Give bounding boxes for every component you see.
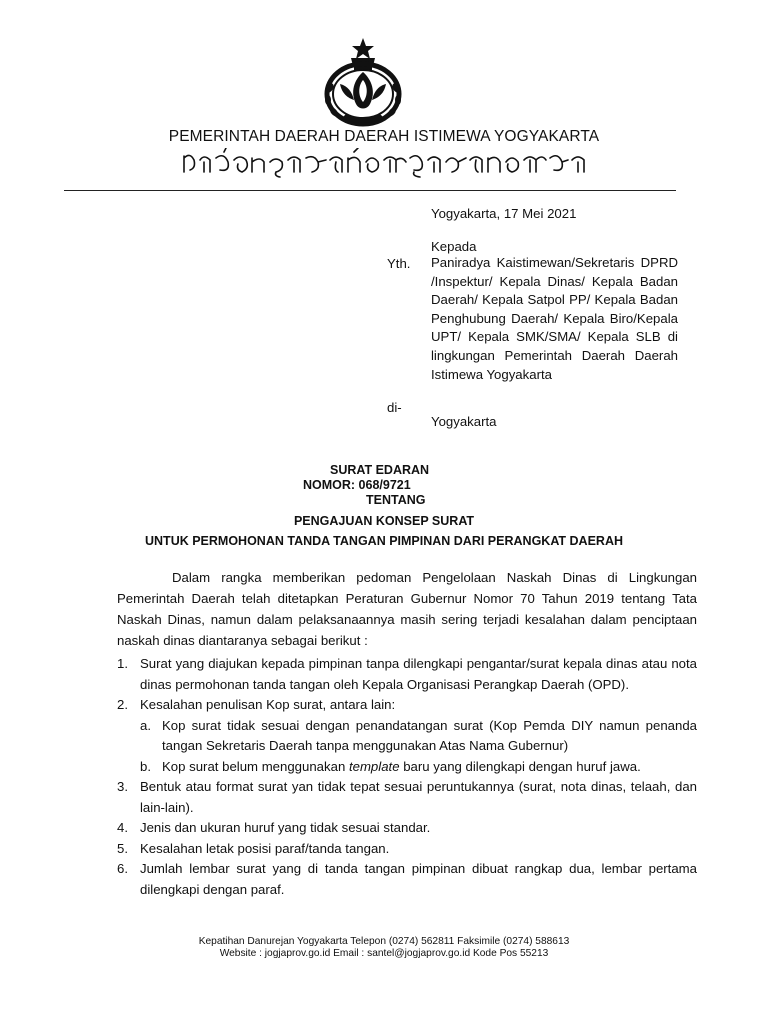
intro-paragraph xyxy=(117,567,697,651)
footer-address: Kepatihan Danurejan Yogyakarta Telepon (0274) 562811 Faksimile (0274) 588613 xyxy=(198,936,570,947)
document-number: NOMOR: 068/9721 xyxy=(303,478,411,492)
sub-list-text-after: baru yang dilengkapi dengan huruf jawa. xyxy=(399,758,641,774)
list-item xyxy=(117,654,697,695)
list-item xyxy=(117,818,697,839)
list-item xyxy=(117,695,697,716)
javanese-script-line xyxy=(180,148,590,178)
subject-line-1: PENGAJUAN KONSEP SURAT xyxy=(293,514,475,528)
list-number: 5. xyxy=(117,840,128,856)
sub-list-letter: b. xyxy=(140,758,151,774)
sub-list-text-before: Kop surat belum menggunakan xyxy=(162,758,349,774)
list-text: Surat yang diajukan kepada pimpinan tanpa dilengkapi pengantar/surat kepala dinas atau nota dinas permohonan tanda tangan oleh Kepala Organisasi Perangkap Daerah (OPD). xyxy=(140,656,697,692)
place-date: Yogyakarta, 17 Mei 2021 xyxy=(431,206,577,221)
sub-list-text: Kop surat tidak sesuai dengan penandatangan surat (Kop Pemda DIY namun penanda tangan Sekretaris Daerah tanpa menggunakan Atas Nama Gubernur) xyxy=(162,717,697,753)
kepada-label: Kepada xyxy=(431,239,477,254)
issues-list xyxy=(117,654,697,900)
sub-list-item xyxy=(117,716,697,757)
diy-coat-of-arms-icon xyxy=(318,36,408,128)
subject-line-2: UNTUK PERMOHONAN TANDA TANGAN PIMPINAN DARI PERANGKAT DAERAH xyxy=(145,534,623,548)
tentang-label: TENTANG xyxy=(366,493,426,507)
list-number: 2. xyxy=(117,697,128,712)
list-text: Jenis dan ukuran huruf yang tidak sesuai standar. xyxy=(140,820,431,835)
list-number: 1. xyxy=(117,656,128,671)
list-item xyxy=(117,777,697,818)
list-number: 3. xyxy=(117,779,128,794)
header-divider xyxy=(64,190,676,191)
list-text: Bentuk atau format surat yan tidak tepat sesuai peruntukannya (surat, nota dinas, telaah, dan lain-lain). xyxy=(140,779,697,815)
di-label: di- xyxy=(387,400,402,415)
destination-place: Yogyakarta xyxy=(431,414,497,429)
list-number: 4. xyxy=(117,820,128,835)
yth-label: Yth. xyxy=(387,256,411,271)
sub-list-item xyxy=(117,757,697,778)
document-type: SURAT EDARAN xyxy=(330,463,430,477)
sub-list-letter: a. xyxy=(140,717,151,733)
intro-text: Dalam rangka memberikan pedoman Pengelolaan Naskah Dinas di Lingkungan Pemerintah Daerah telah ditetapkan Peraturan Gubernur Nomor 70 Tahun 2019 tentang Tata Naskah Dinas, namun dalam pelaksanaannya masih sering terjadi kesalahan dalam penciptaan naskah dinas diantaranya sebagai berikut : xyxy=(117,570,697,648)
government-name: PEMERINTAH DAERAH DAERAH ISTIMEWA YOGYAKARTA xyxy=(168,128,600,145)
sub-list-text-italic: template xyxy=(348,758,400,774)
list-text: Jumlah lembar surat yang di tanda tangan pimpinan dibuat rangkap dua, lembar pertama dilengkapi dengan paraf. xyxy=(140,861,697,897)
list-item xyxy=(117,839,697,860)
list-text: Kesalahan penulisan Kop surat, antara lain: xyxy=(140,697,396,712)
list-item xyxy=(117,859,697,900)
list-number: 6. xyxy=(117,861,128,876)
list-text: Kesalahan letak posisi paraf/tanda tangan. xyxy=(140,840,390,856)
footer-contact: Website : jogjaprov.go.id Email : santel@jogjaprov.go.id Kode Pos 55213 xyxy=(219,948,549,959)
addressee: Paniradya Kaistimewan/Sekretaris DPRD /Inspektur/ Kepala Dinas/ Kepala Badan Daerah/ Kepala Satpol PP/ Kepala Badan Penghubung Daerah/ Kepala Biro/Kepala UPT/ Kepala SMK/SMA/ Kepala SLB di lingkungan Pemerintah Daerah Daerah Istimewa Yogyakarta xyxy=(431,255,678,382)
